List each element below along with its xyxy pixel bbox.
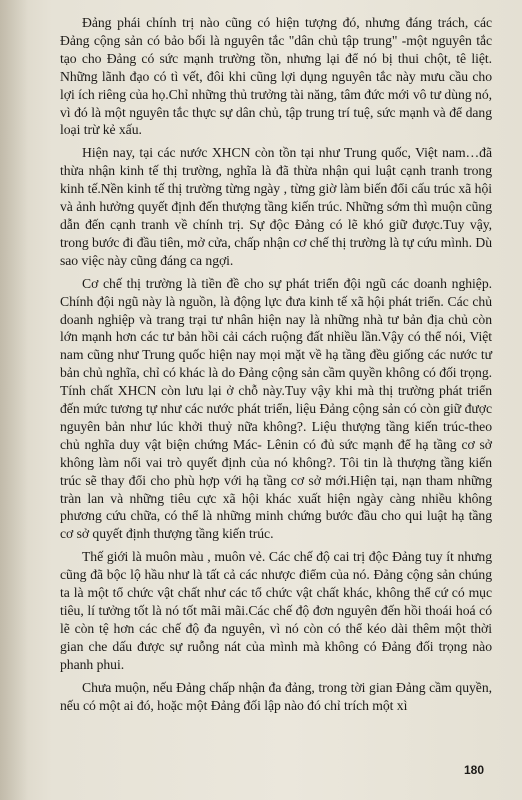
paragraph-5: Chưa muộn, nếu Đảng chấp nhận đa đảng, trong tời gian Đảng cầm quyền, nếu có một ai đó, hoặc một Đảng đối lập nào đó chỉ trích một xì	[60, 679, 492, 713]
page-number: 180	[463, 763, 484, 777]
paragraph-2: Hiện nay, tại các nước XHCN còn tồn tại như Trung quốc, Việt nam…đã thừa nhận kinh tế thị trường, nghĩa là đã thừa nhận qui luật cạnh tranh trong kinh tế.Nền kinh tế thị trường từng ngày , từng giờ làm biến đổi cấu trúc xã hội và ảnh hưởng quyết định đến thượng tầng kiến trúc. Những sớm thì muộn cũng dẫn đến cạnh tranh về chính trị. Sự độc Đảng có lẽ khó giữ được.Tuy vậy, trong bước đi đầu tiên, mở cửa, chấp nhận cơ chế thị trường là tự cứu mình. Dù sao việc này cũng đáng ca ngợi.	[60, 145, 492, 268]
paragraph-4: Thế giới là muôn màu , muôn vẻ. Các chế độ cai trị độc Đảng tuy ít nhưng cũng đã bộc lộ hầu như là tất cả các nhược điểm của nó. Đảng cộng sản chúng ta là một tổ chức vật chất như các tổ chức vật chất khác, không thể cứ có mục tiêu, lí tưởng tốt là nó tốt mãi mãi.Các chế độ đơn nguyên đến hồi thoái hoá có lẽ còn tệ hơn các chế độ đa nguyên, vì nó còn có thể kéo dài thêm một thời gian che dấu được sự ruỗng nát của mình mà không có Đảng đối trọng nào phanh phui.	[60, 549, 492, 672]
paragraph-1: Đảng phái chính trị nào cũng có hiện tượng đó, nhưng đáng trách, các Đảng cộng sản có bảo bối là nguyên tắc "dân chủ tập trung" -một nguyên tắc tạo cho Đảng có sức mạnh trường tồn, nhưng lại để nó bị thui chột, tê liệt. Những lãnh đạo có tì vết, đôi khi cũng lợi dụng nguyên tắc này mưu cầu cho lợi ích riêng của họ.Chỉ những thủ trưởng tài năng, tâm đức mới vô tư dùng nó, vì đó là một nguyên tắc thực sự dân chủ, tập trung trí tuệ, sức mạnh và để dang loại trừ kẻ xấu.	[60, 15, 492, 138]
paragraph-3: Cơ chế thị trường là tiền đề cho sự phát triển đội ngũ các doanh nghiệp. Chính đội ngũ này là nguồn, là động lực đưa kinh tế xã hội phát triển. Các chủ doanh nghiệp và trang trại tư nhân hiện nay là những nhà tư bản địa chủ còn lớn mạnh hơn các tư bản hồi cải cách ruộng đất nhiều lần.Vậy có thể nói, Việt nam cũng như Trung quốc hiện nay mọi mặt về hạ tầng đều giống các nước tư bản chủ nghĩa, chỉ có khác là do Đảng cộng sản cầm quyền không có đối trọng. Tính chất XHCN còn lưu lại ở chỗ này.Tuy vậy khi mà thị trường phát triển đến mức tương tự như các nước phát triển, liệu Đảng cộng sản có còn giữ được nguyên bản như lúc khởi thuỷ nữa không?. Liệu thượng tầng kiến trúc-theo chủ nghĩa duy vật biện chứng Mác- Lênin có đủ sức mạnh để hạ tầng cơ sở không làm nổi vai trò quyết định của nó không?. Tôi tin là thượng tầng kiến trúc sẽ thay đổi cho phù hợp với hạ tầng cơ sở mới.Hiện tại, nạn tham những tràn lan và những tiêu cực xã hội khác xuất hiện ngày càng nhiều không phương cứu chữa, có thể là những minh chứng bước đầu cho qui luật hạ tầng cơ sở quyết định thượng tầng kiến trúc.	[60, 275, 492, 542]
